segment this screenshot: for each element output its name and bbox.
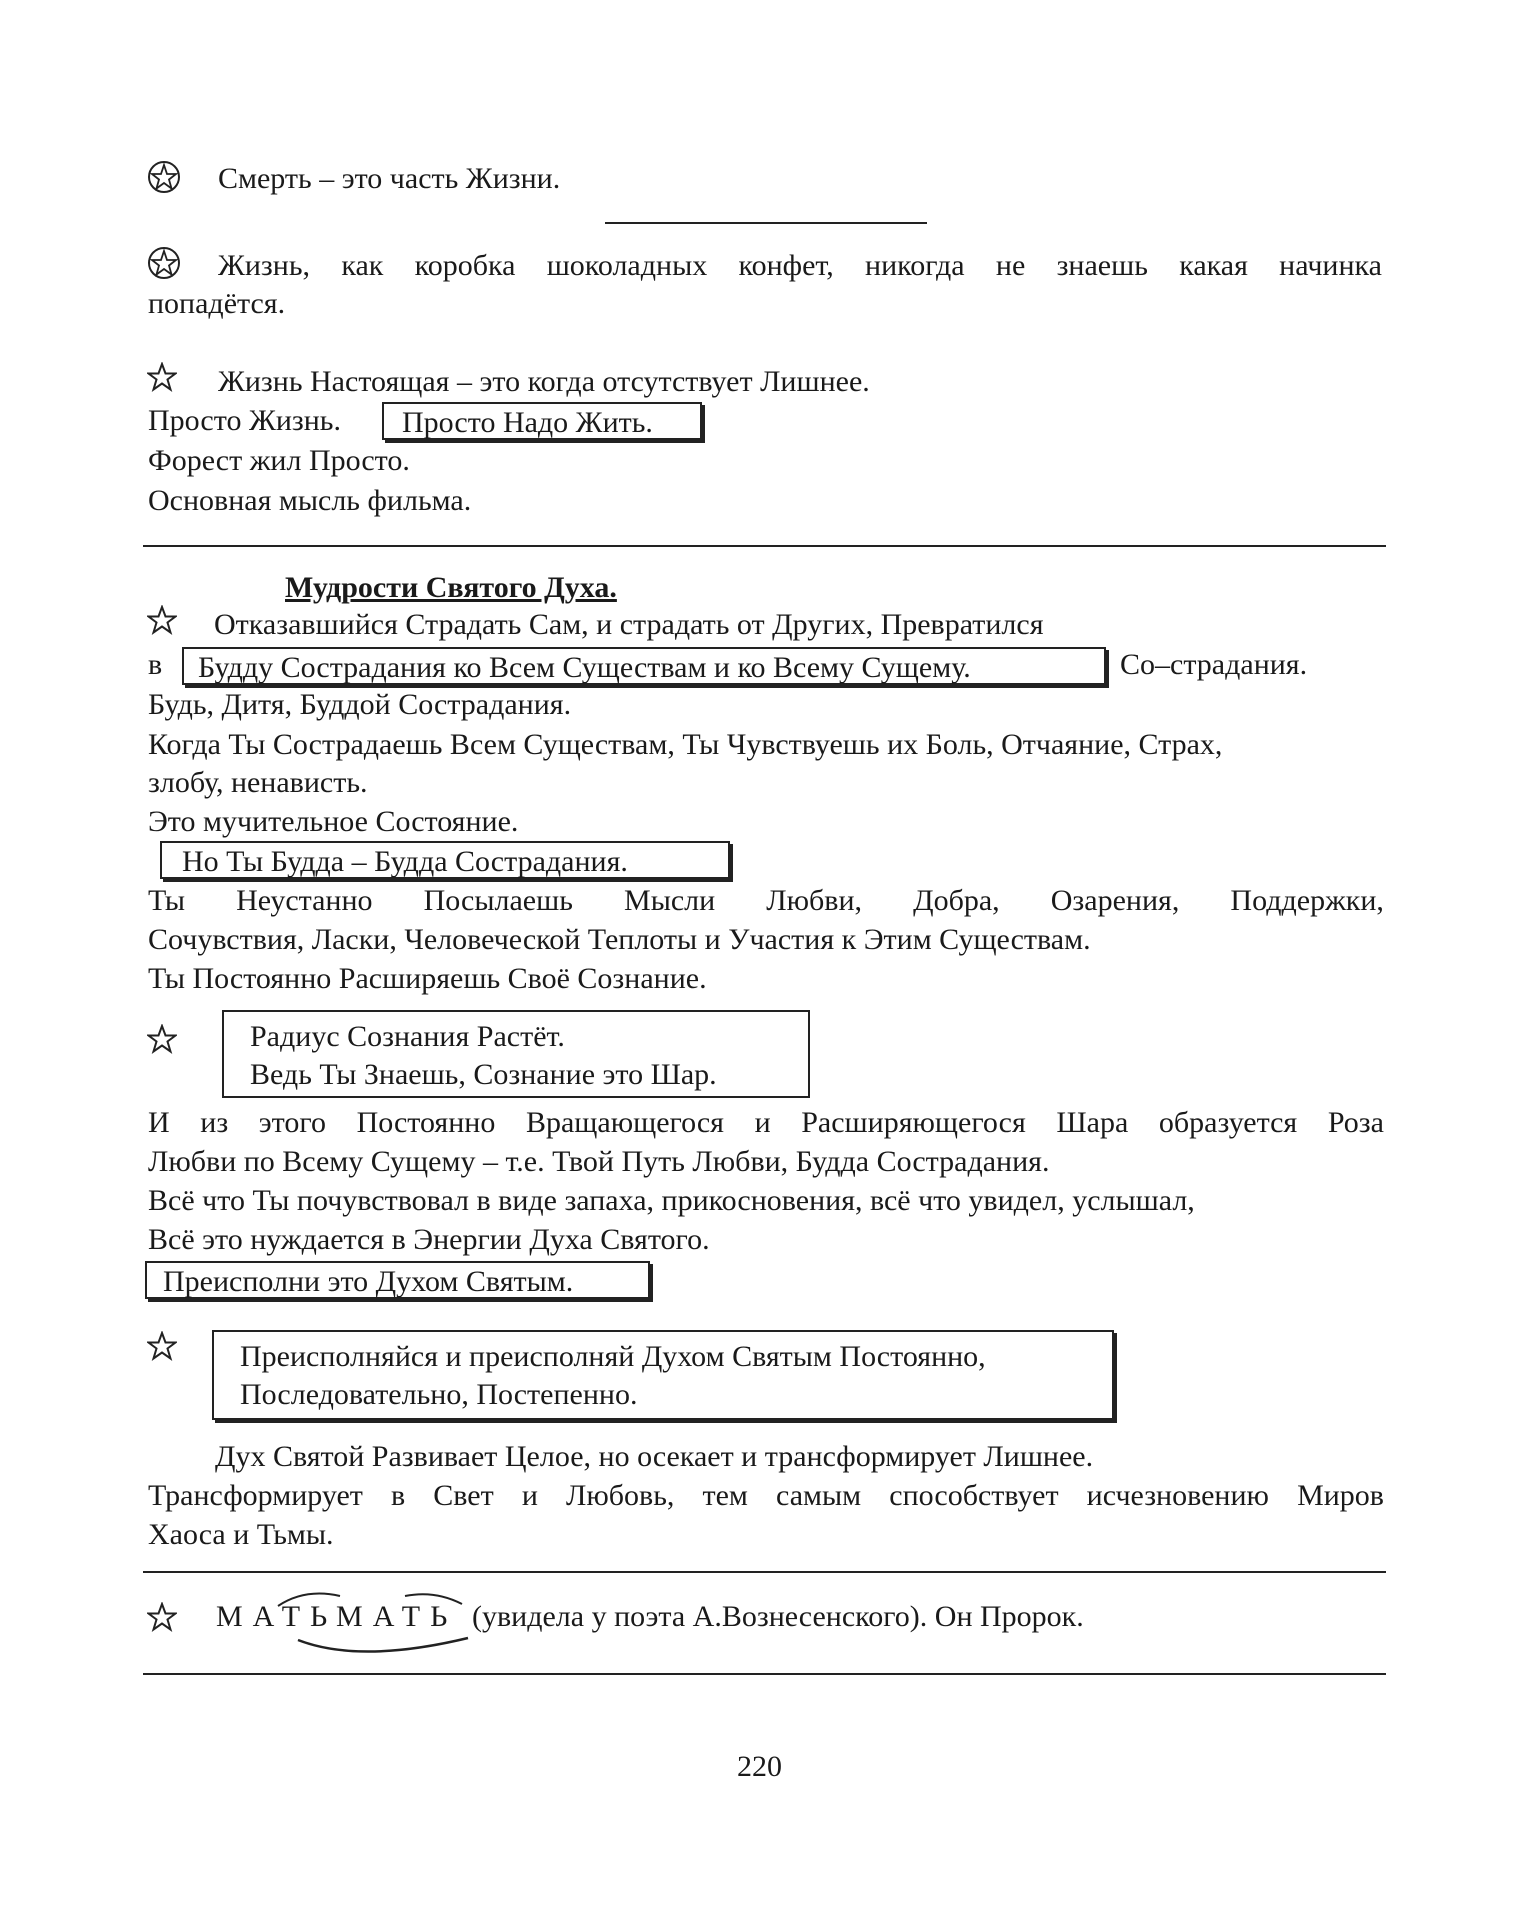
text-line: в xyxy=(148,648,163,681)
text-line: Сочувствия, Ласки, Человеческой Теплоты и Участия к Этим Существам. xyxy=(148,923,1091,956)
text-line-justified: И из этого Постоянно Вращающегося и Расширяющегося Шара образуется Роза xyxy=(148,1106,1384,1139)
star-outline-icon xyxy=(147,1331,177,1361)
text-line: Любви по Всему Сущему – т.е. Твой Путь Любви, Будда Сострадания. xyxy=(148,1145,1050,1178)
star-outline-icon xyxy=(147,1602,177,1632)
boxed-paragraph xyxy=(212,1330,1114,1420)
boxed-phrase: Будду Сострадания ко Всем Существам и ко Всему Сущему. xyxy=(182,647,1106,685)
text-line: Основная мысль фильма. xyxy=(148,484,472,517)
boxed-phrase: Преисполни это Духом Святым. xyxy=(145,1261,650,1299)
section-heading: Мудрости Святого Духа. xyxy=(285,571,617,604)
boxed-phrase: Но Ты Будда – Будда Сострадания. xyxy=(160,841,730,879)
section-divider xyxy=(143,1571,1386,1573)
text-line: Просто Жизнь. xyxy=(148,404,341,437)
spaced-word: МАТЬМАТЬ xyxy=(216,1600,458,1633)
text-line: Это мучительное Состояние. xyxy=(148,805,519,838)
star-outline-icon xyxy=(147,1024,177,1054)
section-divider xyxy=(143,545,1386,547)
text-line: Жизнь Настоящая – это когда отсутствует Лишнее. xyxy=(218,365,870,398)
circled-star-icon xyxy=(147,246,181,280)
text-line: Форест жил Просто. xyxy=(148,444,410,477)
boxed-line: Последовательно, Постепенно. xyxy=(240,1378,638,1411)
short-divider xyxy=(605,222,927,224)
page-number: 220 xyxy=(737,1750,782,1783)
text-line: попадётся. xyxy=(148,287,286,320)
text-line: Со–страдания. xyxy=(1120,648,1308,681)
star-outline-icon xyxy=(147,362,177,392)
boxed-line: Радиус Сознания Растёт. xyxy=(250,1020,565,1053)
boxed-phrase: Просто Надо Жить. xyxy=(382,402,702,440)
text-line-justified: Ты Неустанно Посылаешь Мысли Любви, Добра, Озарения, Поддержки, xyxy=(148,884,1384,917)
text-line: (увидела у поэта А.Вознесенского). Он Пророк. xyxy=(472,1600,1084,1633)
section-divider xyxy=(143,1673,1386,1675)
text-line: Всё это нуждается в Энергии Духа Святого. xyxy=(148,1223,710,1256)
boxed-paragraph xyxy=(222,1010,810,1098)
text-line: Хаоса и Тьмы. xyxy=(148,1518,334,1551)
circled-star-icon xyxy=(147,160,181,194)
text-line: Когда Ты Сострадаешь Всем Существам, Ты Чувствуешь их Боль, Отчаяние, Страх, xyxy=(148,728,1223,761)
text-line-justified: Жизнь, как коробка шоколадных конфет, никогда не знаешь какая начинка xyxy=(218,249,1382,282)
arc-marks-icon xyxy=(250,1578,490,1658)
text-line: Дух Святой Развивает Целое, но осекает и трансформирует Лишнее. xyxy=(215,1440,1094,1473)
star-outline-icon xyxy=(147,605,177,635)
text-line: Ты Постоянно Расширяешь Своё Сознание. xyxy=(148,962,707,995)
text-line: Смерть – это часть Жизни. xyxy=(218,162,561,195)
boxed-line: Ведь Ты Знаешь, Сознание это Шар. xyxy=(250,1058,717,1091)
text-line: Всё что Ты почувствовал в виде запаха, прикосновения, всё что увидел, услышал, xyxy=(148,1184,1195,1217)
boxed-line: Преисполняйся и преисполняй Духом Святым Постоянно, xyxy=(240,1340,986,1373)
text-line: Отказавшийся Страдать Сам, и страдать от Других, Превратился xyxy=(214,608,1044,641)
text-line: Будь, Дитя, Буддой Сострадания. xyxy=(148,688,572,721)
text-line: злобу, ненависть. xyxy=(148,766,368,799)
text-line-justified: Трансформирует в Свет и Любовь, тем самым способствует исчезновению Миров xyxy=(148,1479,1384,1512)
